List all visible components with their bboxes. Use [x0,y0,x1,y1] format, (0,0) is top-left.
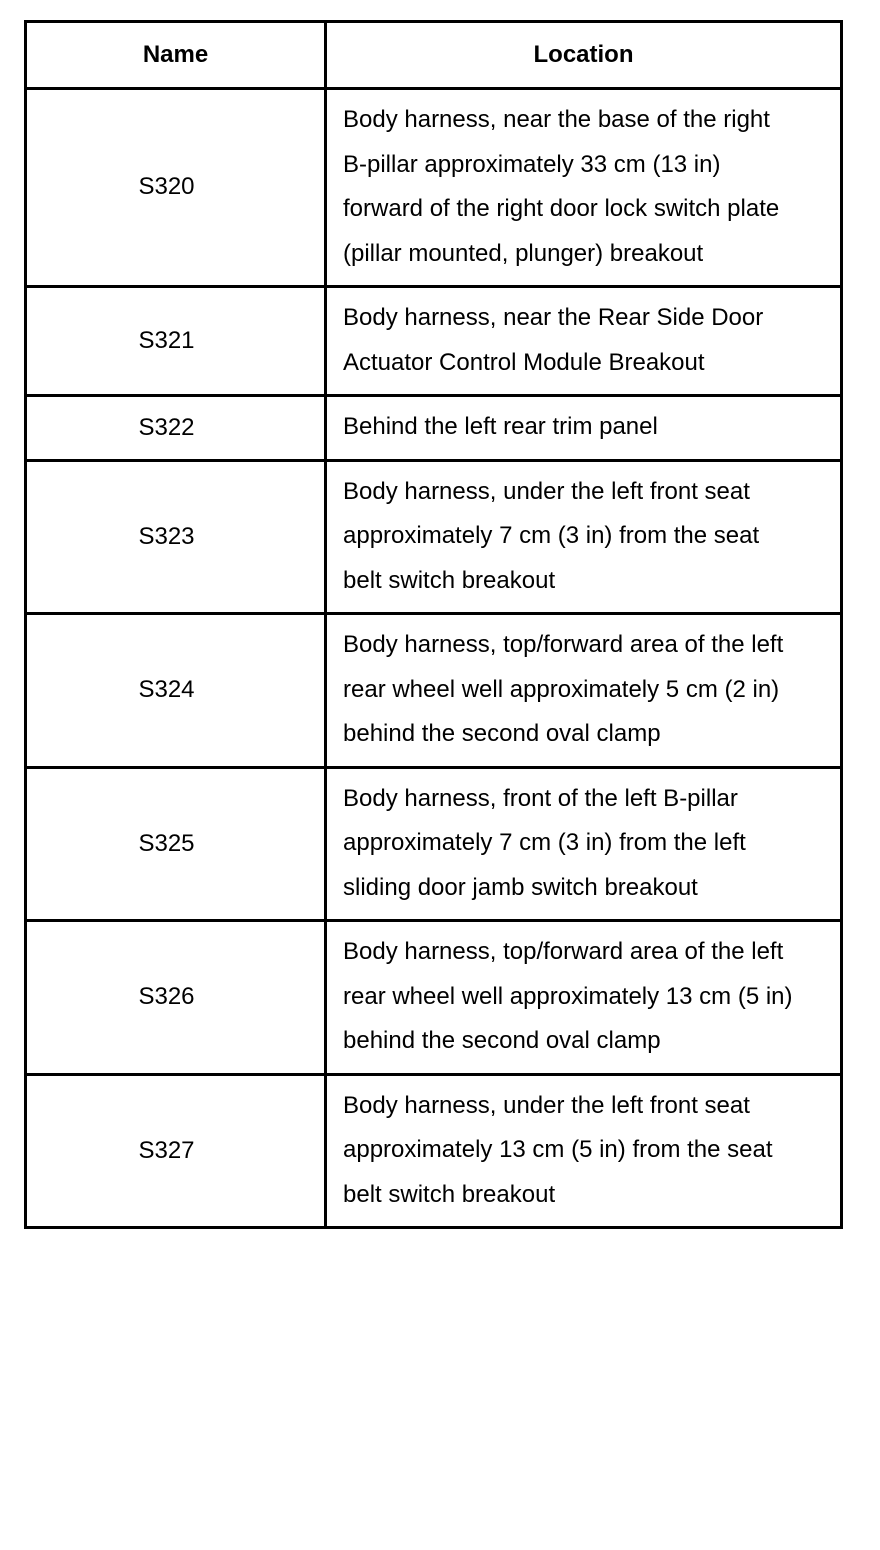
splice-name-cell: S324 [26,614,326,768]
splice-location-cell: Body harness, near the Rear Side Door Actuator Control Module Breakout [326,287,842,396]
splice-location-cell: Behind the left rear trim panel [326,396,842,461]
table-row [26,767,842,921]
table-row [26,89,842,287]
splice-location-cell: Body harness, near the base of the right B-pillar approximately 33 cm (13 in) forward of the right door lock switch plate (pillar mounted, plunger) breakout [326,89,842,287]
splice-name-cell: S321 [26,287,326,396]
splice-location-cell: Body harness, under the left front seat approximately 13 cm (5 in) from the seat belt switch breakout [326,1074,842,1228]
splice-name-cell: S325 [26,767,326,921]
table-row [26,921,842,1075]
table-row [26,287,842,396]
splice-location-cell: Body harness, under the left front seat approximately 7 cm (3 in) from the seat belt switch breakout [326,460,842,614]
table-row [26,614,842,768]
column-header-name: Name [26,22,326,89]
splice-name-cell: S322 [26,396,326,461]
splice-name-cell: S327 [26,1074,326,1228]
splice-name-cell: S323 [26,460,326,614]
table-row [26,1074,842,1228]
column-header-location: Location [326,22,842,89]
table-row [26,460,842,614]
splice-location-cell: Body harness, top/forward area of the left rear wheel well approximately 5 cm (2 in) behind the second oval clamp [326,614,842,768]
splice-location-cell: Body harness, top/forward area of the left rear wheel well approximately 13 cm (5 in) behind the second oval clamp [326,921,842,1075]
splice-name-cell: S326 [26,921,326,1075]
splice-location-cell: Body harness, front of the left B-pillar approximately 7 cm (3 in) from the left sliding door jamb switch breakout [326,767,842,921]
table-row [26,396,842,461]
splice-location-table [24,20,843,1229]
splice-name-cell: S320 [26,89,326,287]
header-row [26,22,842,89]
